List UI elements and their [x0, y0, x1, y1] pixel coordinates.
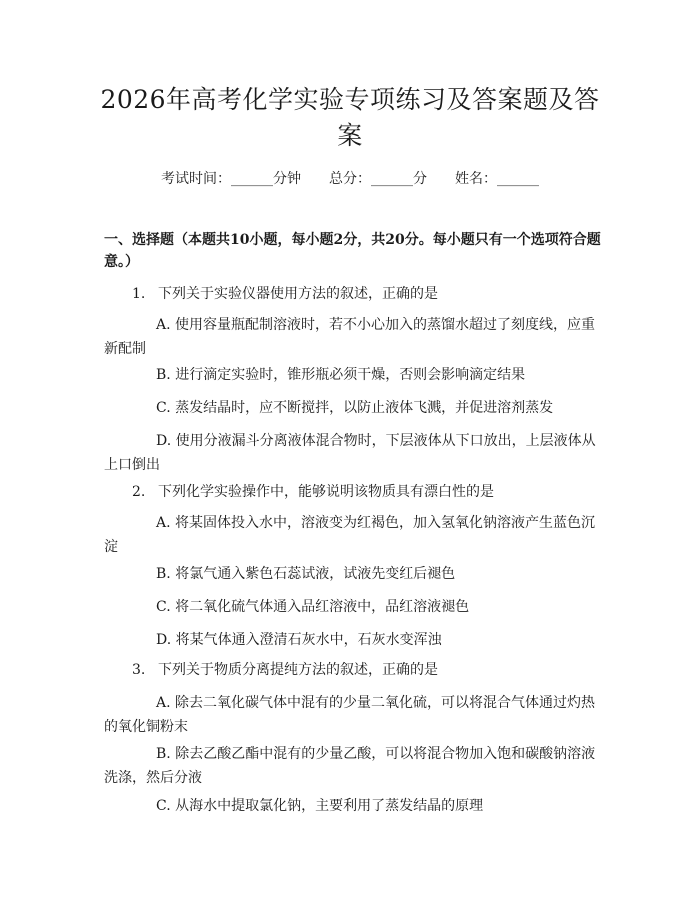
- question-text: 下列关于物质分离提纯方法的叙述，正确的是: [158, 662, 438, 678]
- option-item: B. 进行滴定实验时，锥形瓶必须干燥，否则会影响滴定结果: [156, 367, 526, 383]
- option-item: C. 从海水中提取氯化钠，主要利用了蒸发结晶的原理: [156, 798, 484, 814]
- question-text: 下列化学实验操作中，能够说明该物质具有漂白性的是: [158, 484, 494, 500]
- question-stem: [132, 283, 602, 305]
- option-item: B. 除去乙酸乙酯中混有的少量乙酸，可以将混合物加入饱和碳酸钠溶液洗涤，然后分液: [104, 746, 596, 786]
- question-number: 1.: [132, 286, 146, 302]
- option-item: B. 将氯气通入紫色石蕊试液，试液先变红后褪色: [156, 566, 456, 582]
- question-number: 2.: [132, 484, 146, 500]
- option-item: C. 将二氧化硫气体通入品红溶液中，品红溶液褪色: [156, 599, 470, 615]
- score-label: 总分：: [329, 171, 371, 187]
- option-item: C. 蒸发结晶时，应不断搅拌，以防止液体飞溅，并促进溶剂蒸发: [156, 400, 554, 416]
- question-stem: [132, 481, 602, 503]
- time-unit: 分钟: [273, 171, 301, 187]
- exam-meta: [0, 168, 700, 188]
- time-label: 考试时间：: [161, 171, 231, 187]
- question-number: 3.: [132, 662, 146, 678]
- question-stem: [132, 659, 602, 681]
- option-item: A. 使用容量瓶配制溶液时，若不小心加入的蒸馏水超过了刻度线，应重新配制: [104, 317, 596, 357]
- option-item: D. 将某气体通入澄清石灰水中，石灰水变浑浊: [156, 632, 442, 648]
- name-blank: ______: [497, 171, 539, 187]
- section-heading: 一、选择题（本题共10小题，每小题2分，共20分。每小题只有一个选项符合题意。）: [104, 232, 601, 270]
- question-text: 下列关于实验仪器使用方法的叙述，正确的是: [158, 286, 438, 302]
- option-item: A. 将某固体投入水中，溶液变为红褐色，加入氢氧化钠溶液产生蓝色沉淀: [104, 515, 596, 555]
- score-unit: 分: [413, 171, 427, 187]
- document-title: 2026年高考化学实验专项练习及答案题及答案: [100, 85, 600, 150]
- option-item: D. 使用分液漏斗分离液体混合物时，下层液体从下口放出，上层液体从上口倒出: [104, 433, 596, 473]
- name-label: 姓名：: [455, 171, 497, 187]
- score-blank: ______: [371, 171, 413, 187]
- option-item: A. 除去二氧化碳气体中混有的少量二氧化硫，可以将混合气体通过灼热的氧化铜粉末: [104, 695, 596, 735]
- time-blank: ______: [231, 171, 273, 187]
